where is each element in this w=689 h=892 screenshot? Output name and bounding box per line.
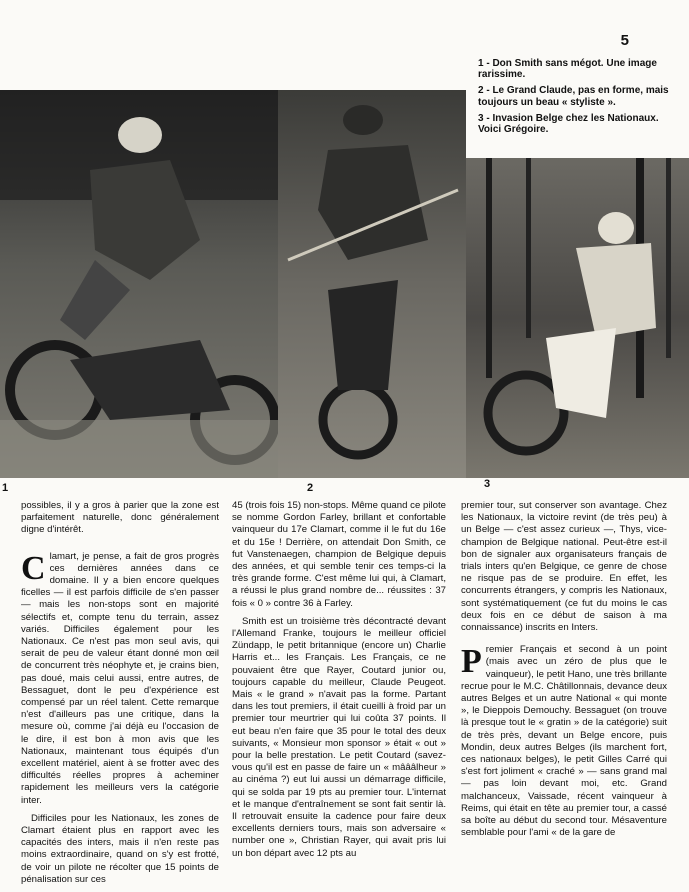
- text-column-1: [21, 500, 219, 892]
- photo-2-rider: [278, 90, 466, 478]
- paragraph-text: remier Français et second à un point (mais avec un zéro de plus que le vainqueur), le petit Hano, une très brillante recrue pour le M.C. Châtillonnais, devance deux autres Belges et un autre National « qui monte », le Dieppois Demouchy. Bessaguet (on trouve là presque tout le « gratin » de la catégorie) suit de très près, devant un Belge encore, puis Mondin, deux autres Belges (ils marchent fort, ces nationaux belges), le petit Gilles Carré qui s'est fort joliment « craché » — sans grand mal — pas loin devant moi, etc. Grand malchanceux, Vaissade, récent vainqueur à Reims, qui était en tête au premier tour, a cassé sa boîte au début du second tour. Mésaventure semblable pour l'ami « de la gare de: [461, 644, 667, 839]
- caption-1: 1 - Don Smith sans mégot. Une image rarissime.: [478, 58, 657, 81]
- paragraph: Smith est un troisième très décontracté devant l'Allemand Franke, toujours le meilleur officiel Zündapp, le petit britannique (encore un) Charlie Harris et... les Français. Les Français, ce ne pouvaient être que Rayer, Coutard junior ou, toujours capable du meilleur, Claude Peugeot. Mais « le grand » n'avait pas la forme. Partant dans les tout premiers, il était cueilli à froid par un premier tour meurtrier qui lui coûta 37 points. Il eut beau n'en faire que 35 pour le total des deux suivants, « Monsieur mon sponsor » était « out » pour la belle prestation. Le petit Coutard (savez-vous qu'il est en passe de faire un « mâââlheur » au cinéma ?) eut lui aussi un démarrage difficile, qui se solda par 19 pts au premier tour. L'internat et le manque d'entraînement se sont fait sentir là. Il retrouvait ensuite la cadence pour faire deux excellents derniers tours, mais son adversaire « number one », Christian Rayer, qui avait pris lui un bon départ avec 12 pts au: [232, 615, 446, 859]
- photo-1-rider: [0, 90, 278, 478]
- photo-label-2: 2: [307, 482, 314, 494]
- photo-label-1: 1: [2, 482, 9, 494]
- drop-cap: P: [461, 643, 482, 681]
- caption-2: 2 - Le Grand Claude, pas en forme, mais toujours un beau « styliste ».: [478, 85, 669, 108]
- paragraph-dropcap: [461, 644, 667, 839]
- paragraph-text: lamart, je pense, a fait de gros progrès ces dernières années dans ce domaine. Il y a bien encore quelques ficelles — il est parfois difficile de s'en passer — mais les non-stops sont en majorité sélectifs et, compte tenu du terrain, assez variés. Difficiles également pour les Nationaux. Ce n'est pas mon seul avis, qui serait de peu de valeur étant donné mon œil de concurrent très néophyte et, je crains bien, pas doué, mais celui aussi, entre autres, de Bessaguet, dont le peu d'expérience est compensé par un réel talent. Cette remarque n'est d'ailleurs pas une critique, dans la mesure où, comme j'ai déjà eu l'occasion de le dire, il est bon à mon avis que les Nationaux, maintenant tous équipés d'un excellent matériel, aient à se frotter avec des difficultés réelles propres à acheminer rapidement les meilleurs vers la catégorie inter.: [21, 550, 219, 806]
- page-number: 5: [620, 32, 629, 49]
- drop-cap: C: [21, 549, 46, 587]
- paragraph: possibles, il y a gros à parier que la zone est parfaitement naturelle, donc généralement digne d'intérêt.: [21, 500, 219, 536]
- text-column-2: [232, 500, 446, 866]
- photo-captions: [478, 58, 678, 140]
- paragraph: 45 (trois fois 15) non-stops. Même quand ce pilote se nomme Gordon Farley, brillant et confortable vainqueur du 17e Clamart, comme il le fut du 16e et du 15e ! Derrière, on attendait Don Smith, ce fut Vanstenaegen, champion de Belgique depuis des années, et qui semble tenir ces temps-ci la très grande forme. C'est même lui qui, à Clamart, a réussi le plus grand nombre de... réussites : 37 fois « 0 » contre 36 à Farley.: [232, 500, 446, 609]
- text-column-3: [461, 500, 667, 845]
- paragraph: premier tour, sut conserver son avantage. Chez les Nationaux, la victoire revint (de très peu) à un Belge — c'est assez curieux —, Thys, vice-champion de Belgique national. Peut-être est-il bon de signaler aux organisateurs français de trials inters qu'en Belgique, ce genre de chose ne risque pas de se produire. En effet, les concurrents étrangers, y compris les Nationaux, sont systématiquement (ce fut du moins le cas deux fois en ce début de saison à ma connaissance) inscrits en Inters.: [461, 500, 667, 634]
- caption-3: 3 - Invasion Belge chez les Nationaux. Voici Grégoire.: [478, 112, 659, 136]
- paragraph: Difficiles pour les Nationaux, les zones de Clamart étaient plus en rapport avec les capacités des inters, mais il n'en reste pas moins extraordinaire, quand on s'y est frotté, de voir un pilote ne récolter que 15 points de pénalisation sur ces: [21, 812, 219, 885]
- photo-label-3: 3: [484, 478, 491, 490]
- paragraph-dropcap: [21, 551, 219, 807]
- photo-3-rider: [466, 158, 689, 478]
